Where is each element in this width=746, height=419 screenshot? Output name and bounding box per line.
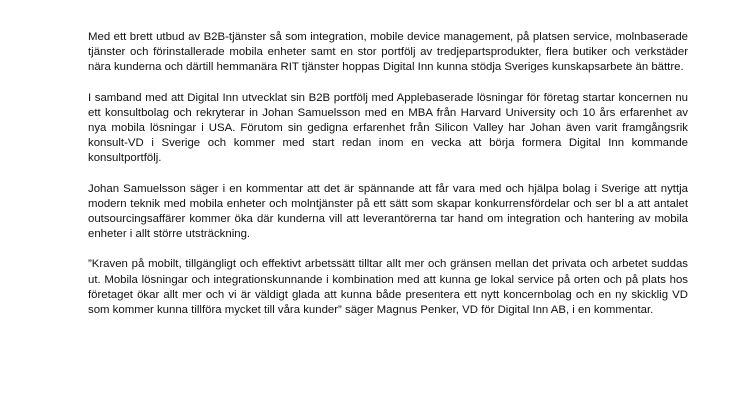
paragraph-consulting: I samband med att Digital Inn utvecklat sin B2B portfölj med Applebaserade lösningar för företag startar koncernen nu ett konsultbolag och rekryterar in Johan Samuelsson med en MBA från Harvard University och 10 års erfarenhet av nya mobila lösningar i USA. Förutom sin gedigna erfarenhet från Silicon Valley har Johan även varit framgångsrik konsult-VD i Sverige och kommer med start redan inom en vecka att börja formera Digital Inn kommande konsultportfölj. bbox=[88, 91, 688, 165]
document-body bbox=[88, 30, 688, 333]
paragraph-quote-magnus: ”Kraven på mobilt, tillgängligt och effektivt arbetssätt tilltar allt mer och gränsen mellan det privata och arbetet suddas ut. Mobila lösningar och integrationskunnande i kombination med att kunna ge lokal service på orten och på plats hos företaget ökar allt mer och vi är väldigt glada att kunna både presentera ett nytt koncernbolag och en ny skicklig VD som kommer kunna tillföra mycket till våra kunder” säger Magnus Penker, VD för Digital Inn AB, i en kommentar. bbox=[88, 258, 688, 317]
paragraph-comment-johan: Johan Samuelsson säger i en kommentar att det är spännande att får vara med och hjälpa bolag i Sverige att nyttja modern teknik med mobila enheter och molntjänster på ett sätt som skapar konkurrensfördelar och ser bl a att antalet outsourcingsaffärer kommer öka där kunderna vill att leverantörerna tar hand om integration och hantering av mobila enheter i allt större utsträckning. bbox=[88, 182, 688, 241]
paragraph-services: Med ett brett utbud av B2B-tjänster så som integration, mobile device management, på platsen service, molnbaserade tjänster och förinstallerade mobila enheter samt en stor portfölj av tredjepartsprodukter, flera butiker och verkstäder nära kunderna och därtill hemmanära RIT tjänster hoppas Digital Inn kunna stödja Sveriges kunskapsarbete än bättre. bbox=[88, 31, 688, 74]
